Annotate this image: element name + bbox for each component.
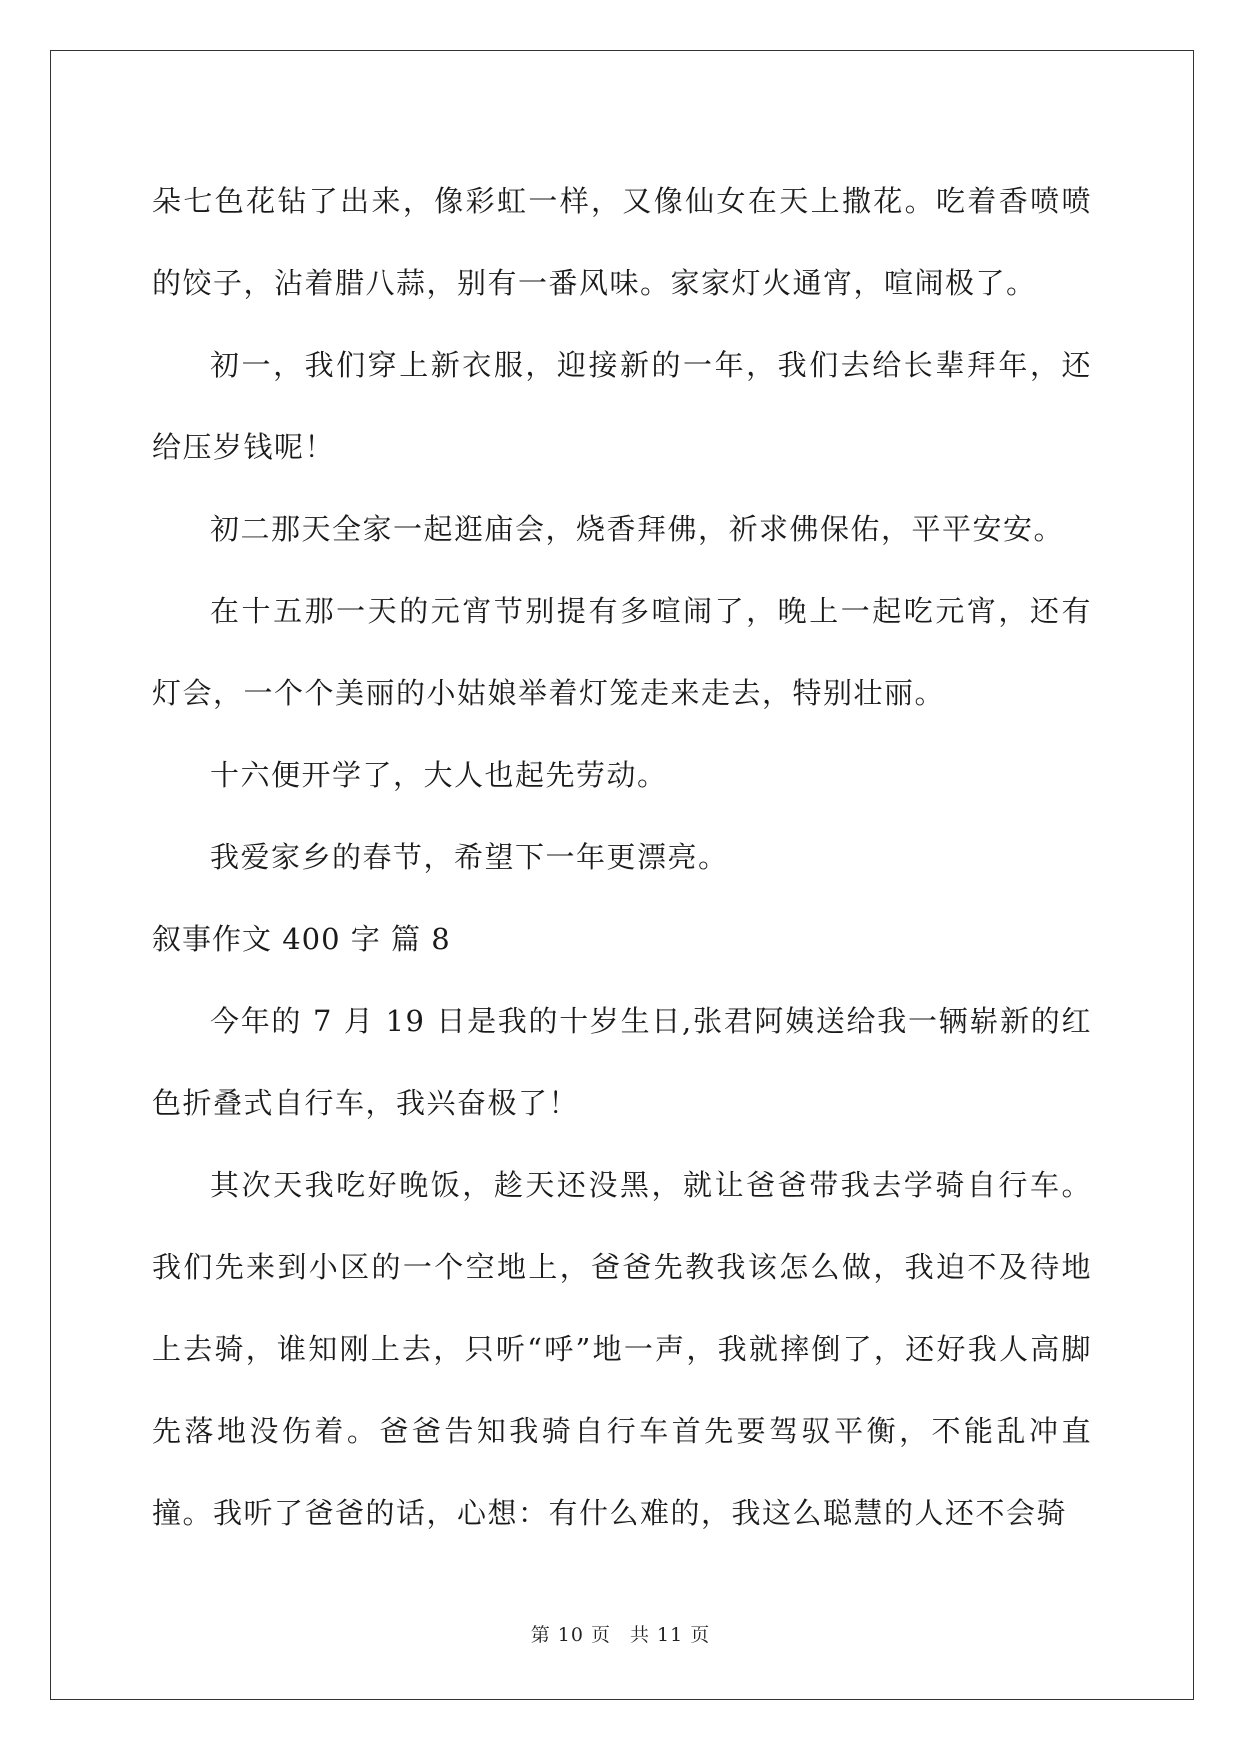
paragraph-3: 初二那天全家一起逛庙会，烧香拜佛，祈求佛保佑，平平安安。 [210, 512, 1065, 546]
document-body [152, 160, 1092, 1554]
section-heading: 叙事作文 400 字 篇 8 [152, 922, 451, 956]
page-number: 第 10 页 [530, 1624, 611, 1646]
paragraph-4: 在十五那一天的元宵节别提有多喧闹了，晚上一起吃元宵，还有灯会，一个个美丽的小姑娘举着灯笼走来走去，特别壮丽。 [152, 594, 1092, 710]
paragraph-1: 朵七色花钻了出来，像彩虹一样，又像仙女在天上撒花。吃着香喷喷的饺子，沾着腊八蒜，别有一番风味。家家灯火通宵，喧闹极了。 [152, 184, 1092, 300]
paragraph-6: 我爱家乡的春节，希望下一年更漂亮。 [210, 840, 729, 874]
paragraph-7: 今年的 7 月 19 日是我的十岁生日,张君阿姨送给我一辆崭新的红色折叠式自行车，我兴奋极了！ [152, 1004, 1092, 1120]
page-footer [0, 1620, 1241, 1647]
page-total: 共 11 页 [630, 1624, 711, 1646]
paragraph-2: 初一，我们穿上新衣服，迎接新的一年，我们去给长辈拜年，还给压岁钱呢！ [152, 348, 1092, 464]
paragraph-5: 十六便开学了，大人也起先劳动。 [210, 758, 668, 792]
paragraph-8: 其次天我吃好晚饭，趁天还没黑，就让爸爸带我去学骑自行车。我们先来到小区的一个空地上，爸爸先教我该怎么做，我迫不及待地上去骑，谁知刚上去，只听“呼”地一声，我就摔倒了，还好我人高脚先落地没伤着。爸爸告知我骑自行车首先要驾驭平衡，不能乱冲直撞。我听了爸爸的话，心想：有什么难的，我这么聪慧的人还不会骑 [152, 1168, 1092, 1530]
